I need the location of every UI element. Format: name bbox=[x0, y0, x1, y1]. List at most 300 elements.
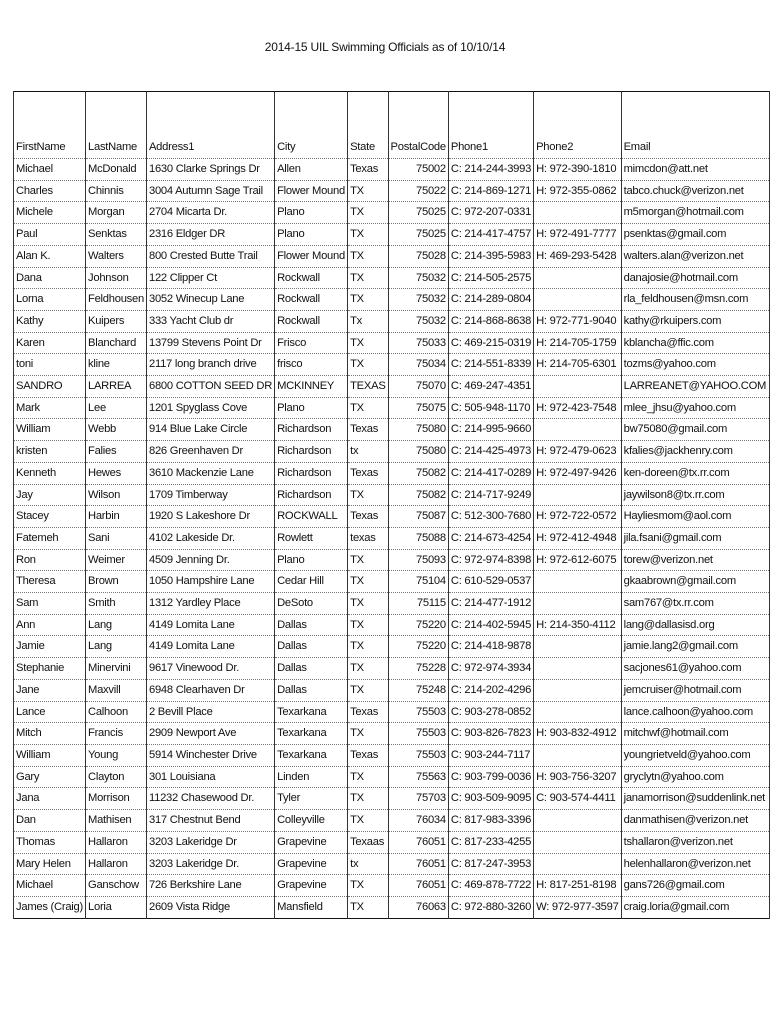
postal-code-cell: 75025 bbox=[388, 224, 448, 246]
phone1-cell: C: 214-477-1912 bbox=[448, 593, 533, 615]
postal-code-cell: 75080 bbox=[388, 441, 448, 463]
email-cell: kathy@rkuipers.com bbox=[621, 310, 769, 332]
table-row bbox=[14, 310, 770, 332]
last-name-cell: Hallaron bbox=[86, 853, 147, 875]
city-cell: Frisco bbox=[275, 332, 348, 354]
phone1-cell: C: 972-207-0331 bbox=[448, 202, 533, 224]
email-cell: kfalies@jackhenry.com bbox=[621, 441, 769, 463]
table-row bbox=[14, 462, 770, 484]
address-cell: 4102 Lakeside Dr. bbox=[146, 527, 274, 549]
last-name-cell: Harbin bbox=[86, 506, 147, 528]
phone1-cell: C: 817-247-3953 bbox=[448, 853, 533, 875]
first-name-cell: Ann bbox=[14, 614, 86, 636]
city-cell: Richardson bbox=[275, 462, 348, 484]
city-cell: ROCKWALL bbox=[275, 506, 348, 528]
postal-code-cell: 75220 bbox=[388, 636, 448, 658]
postal-code-cell: 75703 bbox=[388, 788, 448, 810]
first-name-cell: William bbox=[14, 419, 86, 441]
last-name-cell: Clayton bbox=[86, 766, 147, 788]
address-cell: 1630 Clarke Springs Dr bbox=[146, 159, 274, 181]
first-name-cell: Theresa bbox=[14, 571, 86, 593]
phone2-cell bbox=[534, 267, 622, 289]
address-cell: 914 Blue Lake Circle bbox=[146, 419, 274, 441]
city-cell: Rowlett bbox=[275, 527, 348, 549]
phone2-cell: H: 972-355-0862 bbox=[534, 180, 622, 202]
column-header-lastname: LastName bbox=[86, 136, 147, 159]
phone2-cell: H: 972-612-6075 bbox=[534, 549, 622, 571]
phone1-cell: C: 469-878-7722 bbox=[448, 875, 533, 897]
first-name-cell: Michael bbox=[14, 159, 86, 181]
email-cell: sam767@tx.rr.com bbox=[621, 593, 769, 615]
first-name-cell: Alan K. bbox=[14, 245, 86, 267]
column-header-phone2: Phone2 bbox=[534, 136, 622, 159]
address-cell: 4149 Lomita Lane bbox=[146, 636, 274, 658]
phone1-cell: C: 972-974-8398 bbox=[448, 549, 533, 571]
table-row bbox=[14, 267, 770, 289]
phone2-cell: H: 972-479-0623 bbox=[534, 441, 622, 463]
last-name-cell: Johnson bbox=[86, 267, 147, 289]
email-cell: Hayliesmom@aol.com bbox=[621, 506, 769, 528]
phone2-cell: W: 972-977-3597 bbox=[534, 896, 622, 918]
column-header-email: Email bbox=[621, 136, 769, 159]
postal-code-cell: 75075 bbox=[388, 397, 448, 419]
phone2-cell bbox=[534, 484, 622, 506]
table-row bbox=[14, 441, 770, 463]
postal-code-cell: 76051 bbox=[388, 875, 448, 897]
phone2-cell bbox=[534, 744, 622, 766]
phone2-cell: H: 972-497-9426 bbox=[534, 462, 622, 484]
postal-code-cell: 75022 bbox=[388, 180, 448, 202]
table-row bbox=[14, 484, 770, 506]
city-cell: Dallas bbox=[275, 636, 348, 658]
postal-code-cell: 75002 bbox=[388, 159, 448, 181]
phone1-cell: C: 505-948-1170 bbox=[448, 397, 533, 419]
email-cell: sacjones61@yahoo.com bbox=[621, 658, 769, 680]
address-cell: 2 Bevill Place bbox=[146, 701, 274, 723]
table-row bbox=[14, 766, 770, 788]
phone1-cell: C: 214-869-1271 bbox=[448, 180, 533, 202]
city-cell: Rockwall bbox=[275, 267, 348, 289]
table-row bbox=[14, 376, 770, 398]
postal-code-cell: 75082 bbox=[388, 462, 448, 484]
email-cell: danmathisen@verizon.net bbox=[621, 810, 769, 832]
first-name-cell: Dana bbox=[14, 267, 86, 289]
postal-code-cell: 75248 bbox=[388, 679, 448, 701]
city-cell: Dallas bbox=[275, 614, 348, 636]
email-cell: jila.fsani@gmail.com bbox=[621, 527, 769, 549]
first-name-cell: Lorna bbox=[14, 289, 86, 311]
state-cell: TX bbox=[348, 723, 388, 745]
first-name-cell: James (Craig) bbox=[14, 896, 86, 918]
last-name-cell: Lee bbox=[86, 397, 147, 419]
state-cell: TX bbox=[348, 593, 388, 615]
email-cell: mitchwf@hotmail.com bbox=[621, 723, 769, 745]
phone2-cell bbox=[534, 658, 622, 680]
first-name-cell: Kathy bbox=[14, 310, 86, 332]
last-name-cell: Feldhousen bbox=[86, 289, 147, 311]
postal-code-cell: 76051 bbox=[388, 853, 448, 875]
phone1-cell: C: 214-425-4973 bbox=[448, 441, 533, 463]
city-cell: Plano bbox=[275, 549, 348, 571]
phone1-cell: C: 512-300-7680 bbox=[448, 506, 533, 528]
city-cell: frisco bbox=[275, 354, 348, 376]
last-name-cell: Young bbox=[86, 744, 147, 766]
address-cell: 1312 Yardley Place bbox=[146, 593, 274, 615]
column-header-address1: Address1 bbox=[146, 136, 274, 159]
state-cell: TX bbox=[348, 766, 388, 788]
postal-code-cell: 75070 bbox=[388, 376, 448, 398]
first-name-cell: Thomas bbox=[14, 831, 86, 853]
first-name-cell: Sam bbox=[14, 593, 86, 615]
email-cell: jemcruiser@hotmail.com bbox=[621, 679, 769, 701]
city-cell: Allen bbox=[275, 159, 348, 181]
address-cell: 3610 Mackenzie Lane bbox=[146, 462, 274, 484]
email-cell: torew@verizon.net bbox=[621, 549, 769, 571]
address-cell: 2704 Micarta Dr. bbox=[146, 202, 274, 224]
state-cell: TX bbox=[348, 810, 388, 832]
postal-code-cell: 75025 bbox=[388, 202, 448, 224]
state-cell: texas bbox=[348, 527, 388, 549]
first-name-cell: Stephanie bbox=[14, 658, 86, 680]
email-cell: lang@dallasisd.org bbox=[621, 614, 769, 636]
last-name-cell: Mathisen bbox=[86, 810, 147, 832]
first-name-cell: Michele bbox=[14, 202, 86, 224]
address-cell: 3203 Lakeridge Dr. bbox=[146, 853, 274, 875]
table-row bbox=[14, 354, 770, 376]
address-cell: 6948 Clearhaven Dr bbox=[146, 679, 274, 701]
phone1-cell: C: 214-202-4296 bbox=[448, 679, 533, 701]
phone2-cell: H: 972-423-7548 bbox=[534, 397, 622, 419]
city-cell: Rockwall bbox=[275, 310, 348, 332]
first-name-cell: William bbox=[14, 744, 86, 766]
email-cell: gkaabrown@gmail.com bbox=[621, 571, 769, 593]
officials-table bbox=[13, 91, 770, 919]
address-cell: 317 Chestnut Bend bbox=[146, 810, 274, 832]
phone1-cell: C: 972-974-3934 bbox=[448, 658, 533, 680]
state-cell: Texas bbox=[348, 462, 388, 484]
address-cell: 9617 Vinewood Dr. bbox=[146, 658, 274, 680]
phone2-cell: H: 972-390-1810 bbox=[534, 159, 622, 181]
state-cell: TX bbox=[348, 484, 388, 506]
address-cell: 1201 Spyglass Cove bbox=[146, 397, 274, 419]
phone1-cell: C: 214-417-0289 bbox=[448, 462, 533, 484]
last-name-cell: Kuipers bbox=[86, 310, 147, 332]
table-row bbox=[14, 679, 770, 701]
table-row bbox=[14, 875, 770, 897]
last-name-cell: Hallaron bbox=[86, 831, 147, 853]
phone2-cell: H: 903-832-4912 bbox=[534, 723, 622, 745]
phone2-cell bbox=[534, 831, 622, 853]
phone1-cell: C: 214-673-4254 bbox=[448, 527, 533, 549]
first-name-cell: Mitch bbox=[14, 723, 86, 745]
address-cell: 333 Yacht Club dr bbox=[146, 310, 274, 332]
phone1-cell: C: 903-799-0036 bbox=[448, 766, 533, 788]
last-name-cell: LARREA bbox=[86, 376, 147, 398]
email-cell: ken-doreen@tx.rr.com bbox=[621, 462, 769, 484]
first-name-cell: Michael bbox=[14, 875, 86, 897]
table-row bbox=[14, 614, 770, 636]
table-row bbox=[14, 159, 770, 181]
state-cell: TEXAS bbox=[348, 376, 388, 398]
state-cell: Tx bbox=[348, 310, 388, 332]
state-cell: TX bbox=[348, 397, 388, 419]
phone2-cell: H: 214-705-6301 bbox=[534, 354, 622, 376]
city-cell: Tyler bbox=[275, 788, 348, 810]
city-cell: Grapevine bbox=[275, 853, 348, 875]
email-cell: gryclytn@yahoo.com bbox=[621, 766, 769, 788]
postal-code-cell: 75032 bbox=[388, 310, 448, 332]
state-cell: TX bbox=[348, 224, 388, 246]
table-body bbox=[14, 92, 770, 919]
phone2-cell bbox=[534, 853, 622, 875]
last-name-cell: Morgan bbox=[86, 202, 147, 224]
email-cell: bw75080@gmail.com bbox=[621, 419, 769, 441]
postal-code-cell: 75034 bbox=[388, 354, 448, 376]
last-name-cell: Chinnis bbox=[86, 180, 147, 202]
last-name-cell: Calhoon bbox=[86, 701, 147, 723]
postal-code-cell: 75082 bbox=[388, 484, 448, 506]
table-row bbox=[14, 527, 770, 549]
phone2-cell bbox=[534, 593, 622, 615]
phone1-cell: C: 972-880-3260 bbox=[448, 896, 533, 918]
address-cell: 6800 COTTON SEED DR bbox=[146, 376, 274, 398]
state-cell: tx bbox=[348, 441, 388, 463]
header-row bbox=[14, 136, 770, 159]
first-name-cell: Mark bbox=[14, 397, 86, 419]
phone2-cell bbox=[534, 701, 622, 723]
state-cell: Texas bbox=[348, 701, 388, 723]
address-cell: 3203 Lakeridge Dr bbox=[146, 831, 274, 853]
phone1-cell: C: 469-247-4351 bbox=[448, 376, 533, 398]
last-name-cell: Blanchard bbox=[86, 332, 147, 354]
postal-code-cell: 76063 bbox=[388, 896, 448, 918]
city-cell: Grapevine bbox=[275, 875, 348, 897]
state-cell: TX bbox=[348, 202, 388, 224]
last-name-cell: Francis bbox=[86, 723, 147, 745]
phone2-cell: H: 972-491-7777 bbox=[534, 224, 622, 246]
column-header-firstname: FirstName bbox=[14, 136, 86, 159]
phone1-cell: C: 214-505-2575 bbox=[448, 267, 533, 289]
address-cell: 4149 Lomita Lane bbox=[146, 614, 274, 636]
email-cell: mlee_jhsu@yahoo.com bbox=[621, 397, 769, 419]
state-cell: Texaas bbox=[348, 831, 388, 853]
first-name-cell: kristen bbox=[14, 441, 86, 463]
table-row bbox=[14, 896, 770, 918]
table-row bbox=[14, 180, 770, 202]
address-cell: 1709 Timberway bbox=[146, 484, 274, 506]
phone2-cell bbox=[534, 289, 622, 311]
phone1-cell: C: 214-395-5983 bbox=[448, 245, 533, 267]
phone2-cell: H: 972-412-4948 bbox=[534, 527, 622, 549]
email-cell: tshallaron@verizon.net bbox=[621, 831, 769, 853]
city-cell: Dallas bbox=[275, 679, 348, 701]
email-cell: gans726@gmail.com bbox=[621, 875, 769, 897]
table-row bbox=[14, 224, 770, 246]
postal-code-cell: 75503 bbox=[388, 701, 448, 723]
postal-code-cell: 75088 bbox=[388, 527, 448, 549]
table-row bbox=[14, 506, 770, 528]
phone2-cell: C: 903-574-4411 bbox=[534, 788, 622, 810]
column-header-state: State bbox=[348, 136, 388, 159]
email-cell: helenhallaron@verizon.net bbox=[621, 853, 769, 875]
last-name-cell: Morrison bbox=[86, 788, 147, 810]
email-cell: walters.alan@verizon.net bbox=[621, 245, 769, 267]
postal-code-cell: 75220 bbox=[388, 614, 448, 636]
email-cell: jamie.lang2@gmail.com bbox=[621, 636, 769, 658]
city-cell: Linden bbox=[275, 766, 348, 788]
last-name-cell: Weimer bbox=[86, 549, 147, 571]
city-cell: MCKINNEY bbox=[275, 376, 348, 398]
city-cell: Flower Mound bbox=[275, 245, 348, 267]
table-row bbox=[14, 701, 770, 723]
address-cell: 122 Clipper Ct bbox=[146, 267, 274, 289]
table-row bbox=[14, 593, 770, 615]
first-name-cell: Karen bbox=[14, 332, 86, 354]
first-name-cell: Dan bbox=[14, 810, 86, 832]
state-cell: tx bbox=[348, 853, 388, 875]
state-cell: TX bbox=[348, 332, 388, 354]
address-cell: 11232 Chasewood Dr. bbox=[146, 788, 274, 810]
state-cell: TX bbox=[348, 180, 388, 202]
state-cell: TX bbox=[348, 679, 388, 701]
last-name-cell: Smith bbox=[86, 593, 147, 615]
phone2-cell bbox=[534, 679, 622, 701]
state-cell: TX bbox=[348, 614, 388, 636]
state-cell: Texas bbox=[348, 506, 388, 528]
first-name-cell: Ron bbox=[14, 549, 86, 571]
postal-code-cell: 76034 bbox=[388, 810, 448, 832]
address-cell: 2609 Vista Ridge bbox=[146, 896, 274, 918]
postal-code-cell: 75104 bbox=[388, 571, 448, 593]
city-cell: Rockwall bbox=[275, 289, 348, 311]
state-cell: TX bbox=[348, 267, 388, 289]
last-name-cell: Wilson bbox=[86, 484, 147, 506]
city-cell: Dallas bbox=[275, 658, 348, 680]
phone2-cell: H: 214-705-1759 bbox=[534, 332, 622, 354]
phone1-cell: C: 214-551-8339 bbox=[448, 354, 533, 376]
email-cell: rla_feldhousen@msn.com bbox=[621, 289, 769, 311]
postal-code-cell: 75228 bbox=[388, 658, 448, 680]
first-name-cell: Mary Helen bbox=[14, 853, 86, 875]
page-title: 2014-15 UIL Swimming Officials as of 10/10/14 bbox=[264, 40, 506, 54]
table-row bbox=[14, 419, 770, 441]
table-row bbox=[14, 245, 770, 267]
first-name-cell: Kenneth bbox=[14, 462, 86, 484]
table-row bbox=[14, 289, 770, 311]
last-name-cell: Hewes bbox=[86, 462, 147, 484]
address-cell: 726 Berkshire Lane bbox=[146, 875, 274, 897]
city-cell: Colleyville bbox=[275, 810, 348, 832]
state-cell: TX bbox=[348, 289, 388, 311]
email-cell: m5morgan@hotmail.com bbox=[621, 202, 769, 224]
table-row bbox=[14, 810, 770, 832]
table-row bbox=[14, 658, 770, 680]
address-cell: 826 Greenhaven Dr bbox=[146, 441, 274, 463]
first-name-cell: Paul bbox=[14, 224, 86, 246]
postal-code-cell: 75033 bbox=[388, 332, 448, 354]
phone2-cell bbox=[534, 202, 622, 224]
last-name-cell: kline bbox=[86, 354, 147, 376]
table-row bbox=[14, 636, 770, 658]
last-name-cell: Maxvill bbox=[86, 679, 147, 701]
address-cell: 1920 S Lakeshore Dr bbox=[146, 506, 274, 528]
phone1-cell: C: 903-826-7823 bbox=[448, 723, 533, 745]
table-row bbox=[14, 571, 770, 593]
city-cell: Plano bbox=[275, 224, 348, 246]
address-cell: 2117 long branch drive bbox=[146, 354, 274, 376]
city-cell: Richardson bbox=[275, 419, 348, 441]
postal-code-cell: 76051 bbox=[388, 831, 448, 853]
address-cell: 3052 Winecup Lane bbox=[146, 289, 274, 311]
city-cell: Texarkana bbox=[275, 701, 348, 723]
last-name-cell: Sani bbox=[86, 527, 147, 549]
city-cell: Texarkana bbox=[275, 723, 348, 745]
address-cell: 2316 Eldger DR bbox=[146, 224, 274, 246]
phone1-cell: C: 214-868-8638 bbox=[448, 310, 533, 332]
email-cell: jaywilson8@tx.rr.com bbox=[621, 484, 769, 506]
email-cell: LARREANET@YAHOO.COM bbox=[621, 376, 769, 398]
first-name-cell: Charles bbox=[14, 180, 86, 202]
last-name-cell: Lang bbox=[86, 614, 147, 636]
address-cell: 800 Crested Butte Trail bbox=[146, 245, 274, 267]
address-cell: 301 Louisiana bbox=[146, 766, 274, 788]
phone1-cell: C: 817-983-3396 bbox=[448, 810, 533, 832]
first-name-cell: Gary bbox=[14, 766, 86, 788]
address-cell: 4509 Jenning Dr. bbox=[146, 549, 274, 571]
city-cell: Richardson bbox=[275, 441, 348, 463]
postal-code-cell: 75503 bbox=[388, 744, 448, 766]
state-cell: TX bbox=[348, 245, 388, 267]
postal-code-cell: 75080 bbox=[388, 419, 448, 441]
postal-code-cell: 75032 bbox=[388, 267, 448, 289]
last-name-cell: Senktas bbox=[86, 224, 147, 246]
address-cell: 1050 Hampshire Lane bbox=[146, 571, 274, 593]
postal-code-cell: 75028 bbox=[388, 245, 448, 267]
postal-code-cell: 75032 bbox=[388, 289, 448, 311]
email-cell: lance.calhoon@yahoo.com bbox=[621, 701, 769, 723]
last-name-cell: Minervini bbox=[86, 658, 147, 680]
email-cell: craig.loria@gmail.com bbox=[621, 896, 769, 918]
email-cell: tabco.chuck@verizon.net bbox=[621, 180, 769, 202]
postal-code-cell: 75563 bbox=[388, 766, 448, 788]
first-name-cell: toni bbox=[14, 354, 86, 376]
state-cell: Texas bbox=[348, 419, 388, 441]
city-cell: Cedar Hill bbox=[275, 571, 348, 593]
phone2-cell: H: 972-771-9040 bbox=[534, 310, 622, 332]
email-cell: janamorrison@suddenlink.net bbox=[621, 788, 769, 810]
city-cell: DeSoto bbox=[275, 593, 348, 615]
postal-code-cell: 75115 bbox=[388, 593, 448, 615]
last-name-cell: Falies bbox=[86, 441, 147, 463]
table-row bbox=[14, 723, 770, 745]
state-cell: TX bbox=[348, 549, 388, 571]
first-name-cell: Jamie bbox=[14, 636, 86, 658]
first-name-cell: Jane bbox=[14, 679, 86, 701]
phone1-cell: C: 214-417-4757 bbox=[448, 224, 533, 246]
table-row bbox=[14, 853, 770, 875]
table-row bbox=[14, 332, 770, 354]
table-row bbox=[14, 831, 770, 853]
postal-code-cell: 75093 bbox=[388, 549, 448, 571]
email-cell: youngrietveld@yahoo.com bbox=[621, 744, 769, 766]
phone2-cell: H: 469-293-5428 bbox=[534, 245, 622, 267]
email-cell: mimcdon@att.net bbox=[621, 159, 769, 181]
phone1-cell: C: 214-402-5945 bbox=[448, 614, 533, 636]
phone1-cell: C: 214-289-0804 bbox=[448, 289, 533, 311]
phone1-cell: C: 214-418-9878 bbox=[448, 636, 533, 658]
first-name-cell: Jana bbox=[14, 788, 86, 810]
email-cell: danajosie@hotmail.com bbox=[621, 267, 769, 289]
